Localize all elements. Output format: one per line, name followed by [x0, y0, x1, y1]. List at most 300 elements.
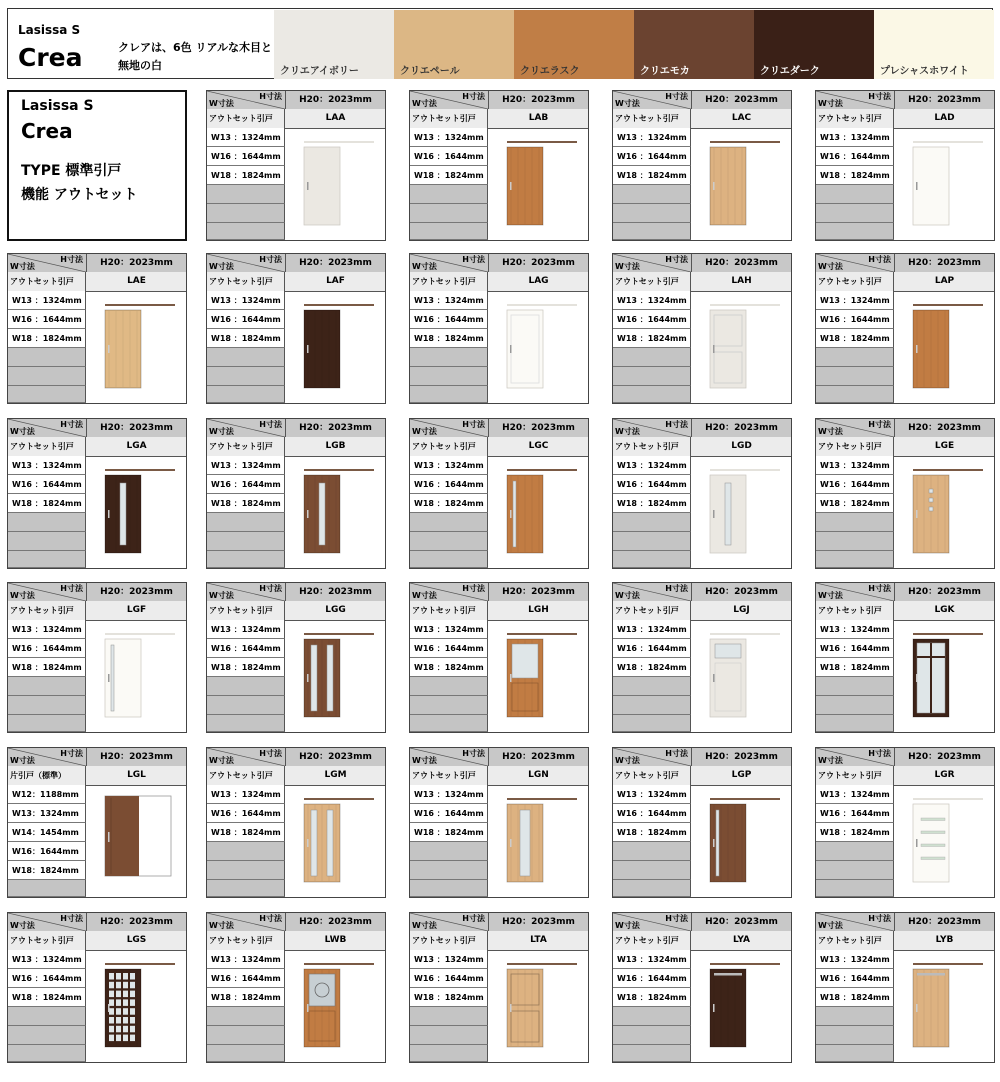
- card-header-row: [410, 254, 588, 273]
- dimension-corner-cell: [8, 913, 87, 931]
- door-image: [895, 292, 994, 403]
- door-image: [489, 457, 588, 568]
- w-dimension-label: W寸法: [412, 99, 437, 108]
- width-option: W13 ：1324mm: [207, 291, 285, 310]
- door-code: LGA: [126, 441, 147, 451]
- door-type-label: アウトセット引戸: [613, 272, 691, 291]
- door-code: LGR: [934, 770, 955, 780]
- width-option: W16 ：1644mm: [613, 639, 691, 658]
- width-option: W18 ：1824mm: [207, 658, 285, 677]
- dimension-corner-cell: [410, 583, 489, 601]
- card-header-row: [8, 254, 186, 273]
- door-code: LAG: [528, 276, 549, 286]
- w-dimension-label: W寸法: [615, 756, 640, 765]
- width-option: W18 ：1824mm: [8, 658, 86, 677]
- width-option: W16 ：1644mm: [613, 969, 691, 988]
- empty-width-cell: [816, 842, 894, 861]
- empty-width-cell: [410, 367, 488, 386]
- card-type-row: [816, 931, 994, 951]
- empty-width-cell: [207, 1045, 285, 1062]
- empty-width-cell: [207, 1007, 285, 1026]
- height-value: H20：2023mm: [502, 587, 575, 597]
- empty-width-cell: [207, 223, 285, 240]
- door-card-lgs: [7, 912, 187, 1063]
- card-header-row: [207, 91, 385, 110]
- empty-width-cell: [816, 532, 894, 551]
- door-card-lga: [7, 418, 187, 569]
- card-type-row: [613, 601, 791, 621]
- door-card-lah: [612, 253, 792, 404]
- header-banner: [7, 8, 993, 79]
- empty-width-cell: [207, 513, 285, 532]
- card-type-row: [410, 931, 588, 951]
- dimension-corner-cell: [613, 419, 692, 437]
- w-dimension-label: W寸法: [10, 591, 35, 600]
- door-code: LAA: [325, 113, 346, 123]
- width-option: W13 ：1324mm: [410, 620, 488, 639]
- empty-width-cell: [207, 551, 285, 568]
- info-box: [7, 90, 187, 241]
- height-value: H20：2023mm: [502, 95, 575, 105]
- card-header-row: [207, 748, 385, 767]
- width-option: W13 ：1324mm: [816, 785, 894, 804]
- empty-width-cell: [207, 842, 285, 861]
- door-type-label: 片引戸（標準）: [8, 766, 86, 785]
- h-dimension-label: H寸法: [868, 420, 891, 429]
- empty-width-cell: [613, 367, 691, 386]
- width-option: W13 ：1324mm: [613, 128, 691, 147]
- width-option: W16 ：1644mm: [816, 310, 894, 329]
- dimension-corner-cell: [207, 419, 286, 437]
- width-option: W16 ：1644mm: [613, 310, 691, 329]
- w-dimension-label: W寸法: [10, 921, 35, 930]
- card-header-row: [613, 254, 791, 273]
- h-dimension-label: H寸法: [462, 92, 485, 101]
- h-dimension-label: H寸法: [868, 92, 891, 101]
- card-header-row: [8, 419, 186, 438]
- card-type-row: [207, 437, 385, 457]
- card-type-row: [613, 272, 791, 292]
- empty-width-cell: [207, 880, 285, 897]
- card-header-row: [410, 583, 588, 602]
- width-option: W18 ：1824mm: [410, 658, 488, 677]
- height-value: H20：2023mm: [100, 423, 173, 433]
- empty-width-cell: [410, 677, 488, 696]
- card-type-row: [8, 437, 186, 457]
- width-option: W16 ：1644mm: [816, 804, 894, 823]
- door-card-lta: [409, 912, 589, 1063]
- empty-width-cell: [613, 677, 691, 696]
- door-type-label: アウトセット引戸: [410, 601, 488, 620]
- empty-width-cell: [816, 1007, 894, 1026]
- dimension-corner-cell: [207, 748, 286, 766]
- width-option: W13 ：1324mm: [207, 950, 285, 969]
- door-type-label: アウトセット引戸: [207, 931, 285, 950]
- h-dimension-label: H寸法: [868, 584, 891, 593]
- height-value: H20：2023mm: [502, 917, 575, 927]
- door-code: LAF: [326, 276, 345, 286]
- door-image: [895, 621, 994, 732]
- color-swatch: [754, 10, 874, 79]
- width-option: W18 ：1824mm: [613, 988, 691, 1007]
- height-value: H20：2023mm: [299, 258, 372, 268]
- dimension-corner-cell: [410, 748, 489, 766]
- card-header-row: [207, 419, 385, 438]
- card-header-row: [410, 748, 588, 767]
- empty-width-cell: [613, 386, 691, 403]
- door-code: LGP: [731, 770, 752, 780]
- door-card-lgg: [206, 582, 386, 733]
- door-card-lap: [815, 253, 995, 404]
- width-option: W18 ：1824mm: [816, 329, 894, 348]
- header-description: クレアは、6色 リアルな木目と無地の白: [118, 41, 273, 72]
- info-function: 機能 アウトセット: [21, 187, 138, 203]
- color-swatch: [274, 10, 394, 79]
- door-image: [895, 129, 994, 240]
- door-code: LGC: [528, 441, 549, 451]
- card-header-row: [816, 583, 994, 602]
- door-type-label: アウトセット引戸: [410, 109, 488, 128]
- width-option: W18 ：1824mm: [816, 988, 894, 1007]
- door-card-lya: [612, 912, 792, 1063]
- width-option: W18 ：1824mm: [613, 658, 691, 677]
- swatch-label: クリエアイボリー: [280, 66, 359, 77]
- color-swatch: [394, 10, 514, 79]
- door-code: LAP: [934, 276, 955, 286]
- width-option: W13 ：1324mm: [613, 620, 691, 639]
- empty-width-cell: [8, 367, 86, 386]
- empty-width-cell: [816, 715, 894, 732]
- header-series: Crea: [18, 43, 83, 72]
- empty-width-cell: [8, 1045, 86, 1062]
- empty-width-cell: [613, 1007, 691, 1026]
- empty-width-cell: [410, 715, 488, 732]
- w-dimension-label: W寸法: [615, 921, 640, 930]
- dimension-corner-cell: [8, 419, 87, 437]
- card-type-row: [207, 931, 385, 951]
- w-dimension-label: W寸法: [818, 756, 843, 765]
- width-option: W16 ：1644mm: [410, 804, 488, 823]
- empty-width-cell: [207, 861, 285, 880]
- swatch-label: クリエペール: [400, 66, 460, 77]
- card-type-row: [816, 766, 994, 786]
- door-card-lag: [409, 253, 589, 404]
- door-code: LGK: [934, 605, 955, 615]
- empty-width-cell: [8, 513, 86, 532]
- door-card-lgl: [7, 747, 187, 898]
- door-image: [895, 951, 994, 1062]
- h-dimension-label: H寸法: [259, 92, 282, 101]
- door-type-label: アウトセット引戸: [207, 766, 285, 785]
- width-option: W16 ：1644mm: [613, 475, 691, 494]
- empty-width-cell: [613, 696, 691, 715]
- card-type-row: [8, 601, 186, 621]
- door-code: LGD: [731, 441, 752, 451]
- width-option: W18 ：1824mm: [207, 494, 285, 513]
- door-card-lgb: [206, 418, 386, 569]
- empty-width-cell: [8, 715, 86, 732]
- width-option: W16 ：1644mm: [816, 475, 894, 494]
- w-dimension-label: W寸法: [818, 921, 843, 930]
- width-option: W18 ：1824mm: [8, 329, 86, 348]
- height-value: H20：2023mm: [908, 917, 981, 927]
- height-value: H20：2023mm: [299, 423, 372, 433]
- card-type-row: [613, 437, 791, 457]
- width-option: W16 ：1644mm: [207, 147, 285, 166]
- door-type-label: アウトセット引戸: [207, 109, 285, 128]
- height-value: H20：2023mm: [908, 258, 981, 268]
- height-value: H20：2023mm: [908, 423, 981, 433]
- empty-width-cell: [410, 204, 488, 223]
- door-code: LYB: [935, 935, 954, 945]
- door-image: [286, 786, 385, 897]
- card-header-row: [613, 583, 791, 602]
- width-option: W16 ：1644mm: [410, 639, 488, 658]
- empty-width-cell: [8, 551, 86, 568]
- door-image: [489, 292, 588, 403]
- width-option: W13 ：1324mm: [410, 950, 488, 969]
- width-option: W13 ：1324mm: [207, 456, 285, 475]
- door-type-label: アウトセット引戸: [816, 601, 894, 620]
- empty-width-cell: [8, 348, 86, 367]
- width-option: W16 ：1644mm: [8, 969, 86, 988]
- width-option: W16 ：1644mm: [816, 639, 894, 658]
- door-image: [286, 951, 385, 1062]
- width-option: W13 ：1324mm: [207, 128, 285, 147]
- card-header-row: [613, 913, 791, 932]
- width-option: W13 ：1324mm: [613, 950, 691, 969]
- width-option: W18 ：1824mm: [207, 988, 285, 1007]
- card-type-row: [410, 437, 588, 457]
- empty-width-cell: [613, 204, 691, 223]
- width-option: W18 ：1824mm: [816, 658, 894, 677]
- empty-width-cell: [613, 1026, 691, 1045]
- empty-width-cell: [8, 386, 86, 403]
- dimension-corner-cell: [410, 913, 489, 931]
- empty-width-cell: [8, 677, 86, 696]
- h-dimension-label: H寸法: [665, 420, 688, 429]
- w-dimension-label: W寸法: [10, 427, 35, 436]
- card-header-row: [410, 91, 588, 110]
- card-header-row: [613, 91, 791, 110]
- door-card-lgn: [409, 747, 589, 898]
- width-option: W18 ：1824mm: [410, 494, 488, 513]
- h-dimension-label: H寸法: [462, 749, 485, 758]
- h-dimension-label: H寸法: [665, 749, 688, 758]
- empty-width-cell: [410, 386, 488, 403]
- width-option: W16 ：1644mm: [410, 969, 488, 988]
- h-dimension-label: H寸法: [259, 420, 282, 429]
- empty-width-cell: [816, 223, 894, 240]
- width-option: W16 ：1644mm: [207, 804, 285, 823]
- width-option: W16 ：1644mm: [613, 147, 691, 166]
- dimension-corner-cell: [8, 583, 87, 601]
- empty-width-cell: [816, 513, 894, 532]
- door-type-label: アウトセット引戸: [207, 437, 285, 456]
- card-type-row: [613, 766, 791, 786]
- door-type-label: アウトセット引戸: [816, 437, 894, 456]
- door-code: LAC: [731, 113, 752, 123]
- w-dimension-label: W寸法: [615, 591, 640, 600]
- empty-width-cell: [8, 880, 86, 897]
- h-dimension-label: H寸法: [60, 914, 83, 923]
- door-type-label: アウトセット引戸: [207, 272, 285, 291]
- width-option: W16 ：1644mm: [410, 310, 488, 329]
- width-option: W18 ：1824mm: [207, 166, 285, 185]
- dimension-corner-cell: [207, 254, 286, 272]
- door-code: LAH: [731, 276, 752, 286]
- card-type-row: [613, 931, 791, 951]
- w-dimension-label: W寸法: [818, 427, 843, 436]
- width-option: W16 ：1644mm: [207, 639, 285, 658]
- door-type-label: アウトセット引戸: [8, 272, 86, 291]
- width-option: W18：1824mm: [8, 861, 86, 880]
- door-type-label: アウトセット引戸: [816, 931, 894, 950]
- dimension-corner-cell: [410, 419, 489, 437]
- width-option: W13 ：1324mm: [410, 128, 488, 147]
- door-code: LAE: [127, 276, 146, 286]
- door-image: [87, 951, 186, 1062]
- height-value: H20：2023mm: [705, 587, 778, 597]
- card-type-row: [8, 272, 186, 292]
- card-type-row: [207, 109, 385, 129]
- info-series: Crea: [21, 119, 73, 143]
- card-header-row: [816, 419, 994, 438]
- door-type-label: アウトセット引戸: [410, 437, 488, 456]
- door-image: [286, 621, 385, 732]
- w-dimension-label: W寸法: [412, 756, 437, 765]
- door-type-label: アウトセット引戸: [207, 601, 285, 620]
- width-option: W16 ：1644mm: [207, 310, 285, 329]
- card-header-row: [816, 748, 994, 767]
- door-image: [286, 457, 385, 568]
- door-code: LGM: [324, 770, 347, 780]
- swatch-label: クリエダーク: [760, 66, 820, 77]
- door-card-lgd: [612, 418, 792, 569]
- empty-width-cell: [410, 696, 488, 715]
- empty-width-cell: [8, 1007, 86, 1026]
- width-option: W16 ：1644mm: [207, 969, 285, 988]
- door-code: LGB: [325, 441, 346, 451]
- dimension-corner-cell: [207, 91, 286, 109]
- card-header-row: [8, 913, 186, 932]
- door-code: LGH: [528, 605, 549, 615]
- empty-width-cell: [410, 185, 488, 204]
- card-type-row: [816, 109, 994, 129]
- h-dimension-label: H寸法: [462, 584, 485, 593]
- color-swatch: [874, 10, 994, 79]
- height-value: H20：2023mm: [100, 587, 173, 597]
- door-type-label: アウトセット引戸: [613, 601, 691, 620]
- empty-width-cell: [410, 861, 488, 880]
- height-value: H20：2023mm: [299, 917, 372, 927]
- door-image: [286, 292, 385, 403]
- card-type-row: [816, 437, 994, 457]
- door-type-label: アウトセット引戸: [8, 601, 86, 620]
- w-dimension-label: W寸法: [818, 591, 843, 600]
- dimension-corner-cell: [613, 748, 692, 766]
- w-dimension-label: W寸法: [615, 427, 640, 436]
- w-dimension-label: W寸法: [615, 99, 640, 108]
- width-option: W13 ：1324mm: [613, 291, 691, 310]
- door-code: LGE: [934, 441, 955, 451]
- width-option: W18 ：1824mm: [207, 823, 285, 842]
- door-card-lyb: [815, 912, 995, 1063]
- door-type-label: アウトセット引戸: [613, 766, 691, 785]
- w-dimension-label: W寸法: [818, 99, 843, 108]
- height-value: H20：2023mm: [908, 587, 981, 597]
- door-image: [895, 786, 994, 897]
- width-option: W18 ：1824mm: [410, 166, 488, 185]
- header-brand: Lasissa S: [18, 23, 81, 37]
- dimension-corner-cell: [816, 91, 895, 109]
- dimension-corner-cell: [410, 91, 489, 109]
- h-dimension-label: H寸法: [462, 420, 485, 429]
- empty-width-cell: [410, 223, 488, 240]
- dimension-corner-cell: [410, 254, 489, 272]
- empty-width-cell: [613, 185, 691, 204]
- card-header-row: [410, 419, 588, 438]
- empty-width-cell: [207, 677, 285, 696]
- w-dimension-label: W寸法: [412, 921, 437, 930]
- h-dimension-label: H寸法: [60, 420, 83, 429]
- door-card-lgk: [815, 582, 995, 733]
- door-image: [692, 951, 791, 1062]
- empty-width-cell: [207, 1026, 285, 1045]
- height-value: H20：2023mm: [908, 95, 981, 105]
- dimension-corner-cell: [816, 913, 895, 931]
- width-option: W18 ：1824mm: [207, 329, 285, 348]
- door-image: [895, 457, 994, 568]
- dimension-corner-cell: [816, 254, 895, 272]
- w-dimension-label: W寸法: [209, 427, 234, 436]
- card-header-row: [816, 91, 994, 110]
- door-image: [692, 621, 791, 732]
- door-type-label: アウトセット引戸: [816, 109, 894, 128]
- door-card-lae: [7, 253, 187, 404]
- dimension-corner-cell: [207, 913, 286, 931]
- door-type-label: アウトセット引戸: [816, 272, 894, 291]
- empty-width-cell: [816, 696, 894, 715]
- door-image: [692, 129, 791, 240]
- door-card-lwb: [206, 912, 386, 1063]
- h-dimension-label: H寸法: [665, 914, 688, 923]
- height-value: H20：2023mm: [705, 752, 778, 762]
- width-option: W13 ：1324mm: [8, 456, 86, 475]
- w-dimension-label: W寸法: [412, 262, 437, 271]
- h-dimension-label: H寸法: [665, 92, 688, 101]
- dimension-corner-cell: [816, 419, 895, 437]
- h-dimension-label: H寸法: [60, 584, 83, 593]
- card-type-row: [410, 601, 588, 621]
- card-header-row: [8, 748, 186, 767]
- card-header-row: [207, 913, 385, 932]
- door-code: LGS: [126, 935, 147, 945]
- door-type-label: アウトセット引戸: [8, 437, 86, 456]
- card-type-row: [410, 272, 588, 292]
- empty-width-cell: [207, 696, 285, 715]
- h-dimension-label: H寸法: [665, 255, 688, 264]
- door-type-label: アウトセット引戸: [410, 931, 488, 950]
- door-code: LYA: [733, 935, 750, 945]
- w-dimension-label: W寸法: [209, 591, 234, 600]
- card-header-row: [410, 913, 588, 932]
- width-option: W18 ：1824mm: [410, 988, 488, 1007]
- dimension-corner-cell: [816, 748, 895, 766]
- width-option: W16 ：1644mm: [8, 639, 86, 658]
- dimension-corner-cell: [613, 254, 692, 272]
- swatch-label: プレシャスホワイト: [880, 66, 969, 77]
